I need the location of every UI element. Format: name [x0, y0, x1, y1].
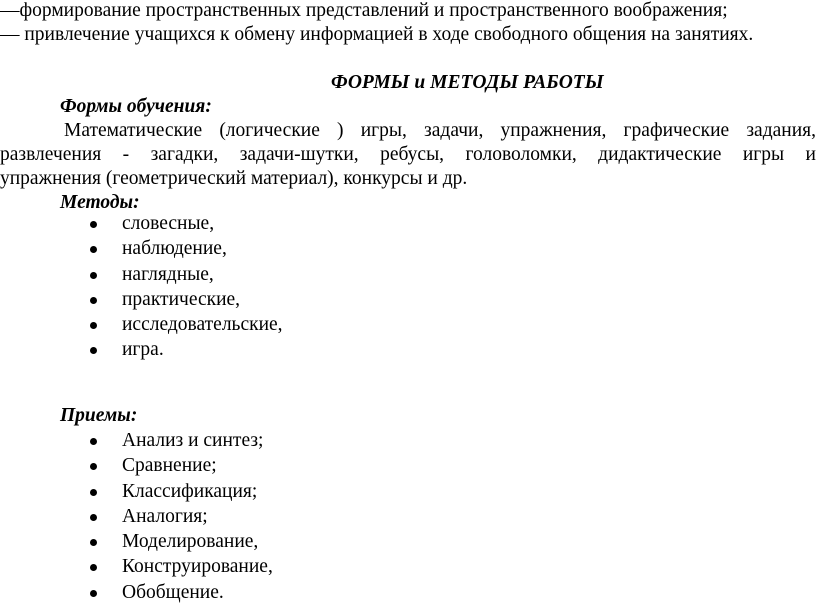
bullet-icon: [90, 322, 97, 329]
methods-heading: Методы:: [60, 192, 140, 213]
bullet-icon: [90, 539, 97, 546]
section-title: ФОРМЫ и МЕТОДЫ РАБОТЫ: [331, 72, 604, 93]
list-item: [90, 337, 283, 362]
bullet-icon: [90, 590, 97, 597]
list-item-label: Аналогия;: [122, 505, 208, 527]
bullet-icon: [90, 347, 97, 354]
list-item: [90, 262, 283, 287]
techniques-list: [90, 428, 273, 605]
methods-list: [90, 211, 283, 363]
list-item: [90, 428, 273, 453]
list-item-label: исследовательские,: [122, 314, 283, 336]
list-item: [90, 211, 283, 236]
list-item: [90, 529, 273, 554]
list-item: [90, 554, 273, 579]
list-item-label: Сравнение;: [122, 455, 217, 477]
forms-paragraph-line-2: развлечения - загадки, задачи-шутки, ребусы, головоломки, дидактические игры и: [0, 144, 816, 165]
forms-paragraph-line-3: упражнения (геометрический материал), конкурсы и др.: [0, 168, 468, 189]
list-item-label: игра.: [122, 339, 164, 361]
list-item: [90, 236, 283, 261]
bullet-icon: [90, 272, 97, 279]
list-item: [90, 479, 273, 504]
list-item: [90, 312, 283, 337]
list-item: [90, 287, 283, 312]
bullet-icon: [90, 489, 97, 496]
list-item-label: наглядные,: [122, 263, 214, 285]
list-item-label: Моделирование,: [122, 531, 259, 553]
list-item-label: наблюдение,: [122, 238, 227, 260]
list-item: [90, 580, 273, 605]
list-item-label: Анализ и синтез;: [122, 430, 264, 451]
bullet-icon: [90, 514, 97, 521]
list-item-label: практические,: [122, 288, 241, 310]
forms-paragraph-line-1: Математические (логические ) игры, задачи, упражнения, графические задания,: [64, 120, 816, 141]
list-item: [90, 453, 273, 478]
bullet-icon: [90, 221, 97, 228]
bullet-icon: [90, 463, 97, 470]
intro-line-1: —формирование пространственных представлений и пространственного воображения;: [0, 0, 728, 21]
intro-line-2: — привлечение учащихся к обмену информацией в ходе свободного общения на занятиях.: [0, 24, 754, 45]
bullet-icon: [90, 564, 97, 571]
bullet-icon: [90, 297, 97, 304]
list-item: [90, 504, 273, 529]
techniques-heading: Приемы:: [60, 405, 138, 426]
list-item-label: Классификация;: [122, 480, 258, 502]
forms-heading: Формы обучения:: [60, 96, 212, 117]
bullet-icon: [90, 438, 97, 445]
bullet-icon: [90, 246, 97, 253]
list-item-label: Конструирование,: [122, 556, 273, 578]
list-item-label: Обобщение.: [122, 581, 224, 603]
list-item-label: словесные,: [122, 213, 215, 234]
